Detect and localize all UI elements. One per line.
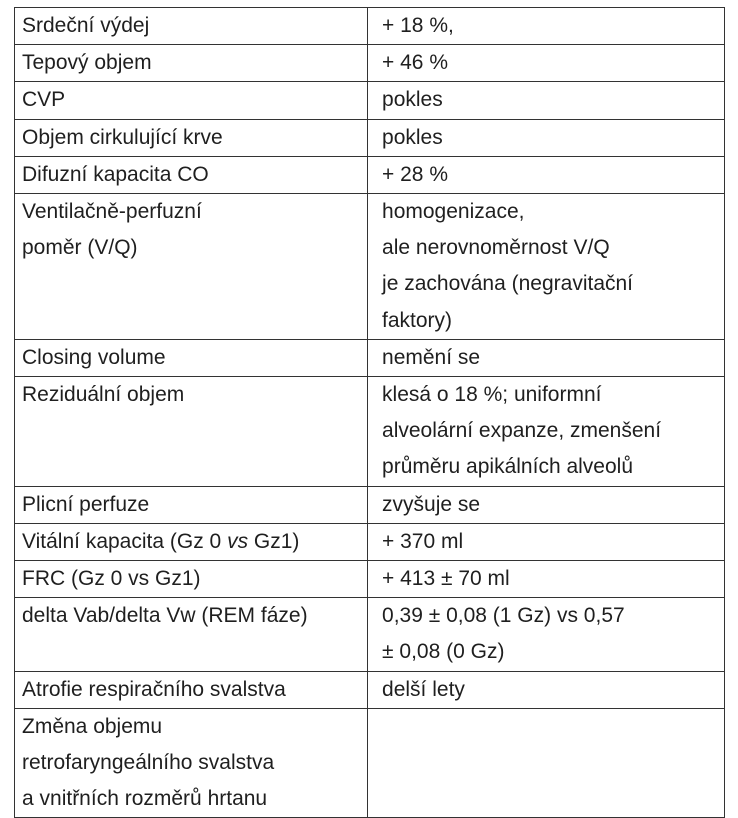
parameter-cell: Tepový objem (15, 45, 368, 82)
value-cell: + 18 %, (368, 8, 725, 45)
parameter-cell: delta Vab/delta Vw (REM fáze) (15, 598, 368, 671)
value-cell: delší lety (368, 671, 725, 708)
value-cell: + 46 % (368, 45, 725, 82)
parameter-cell: Objem cirkulující krve (15, 119, 368, 156)
parameter-cell: Ventilačně-perfuzní poměr (V/Q) (15, 194, 368, 340)
table-row (15, 377, 725, 487)
table-row (15, 119, 725, 156)
table-row (15, 339, 725, 376)
value-cell: zvyšuje se (368, 486, 725, 523)
value-cell: homogenizace, ale nerovnoměrnost V/Q je zachována (negravitační faktory) (368, 194, 725, 340)
parameter-cell: FRC (Gz 0 vs Gz1) (15, 561, 368, 598)
value-cell: + 370 ml (368, 523, 725, 560)
value-cell: nemění se (368, 339, 725, 376)
table-row (15, 156, 725, 193)
table-row (15, 45, 725, 82)
table-row (15, 671, 725, 708)
parameter-cell: Closing volume (15, 339, 368, 376)
parameter-cell: Změna objemu retrofaryngeálního svalstva a vnitřních rozměrů hrtanu (15, 708, 368, 818)
table-row (15, 82, 725, 119)
table-row (15, 598, 725, 671)
table-row (15, 708, 725, 818)
value-cell: + 28 % (368, 156, 725, 193)
table-row (15, 486, 725, 523)
parameter-cell: Srdeční výdej (15, 8, 368, 45)
value-cell: 0,39 ± 0,08 (1 Gz) vs 0,57 ± 0,08 (0 Gz) (368, 598, 725, 671)
table-row (15, 8, 725, 45)
parameter-cell: Atrofie respiračního svalstva (15, 671, 368, 708)
parameter-cell: Difuzní kapacita CO (15, 156, 368, 193)
value-cell: + 413 ± 70 ml (368, 561, 725, 598)
table-row (15, 561, 725, 598)
parameter-cell: CVP (15, 82, 368, 119)
parameter-cell: Plicní perfuze (15, 486, 368, 523)
table-row (15, 194, 725, 340)
value-cell: pokles (368, 119, 725, 156)
table-row (15, 523, 725, 560)
data-table (14, 7, 725, 818)
value-cell: pokles (368, 82, 725, 119)
parameter-cell: Reziduální objem (15, 377, 368, 487)
parameter-cell: Vitální kapacita (Gz 0 vs Gz1) (15, 523, 368, 560)
value-cell: klesá o 18 %; uniformní alveolární expanze, zmenšení průměru apikálních alveolů (368, 377, 725, 487)
value-cell (368, 708, 725, 818)
